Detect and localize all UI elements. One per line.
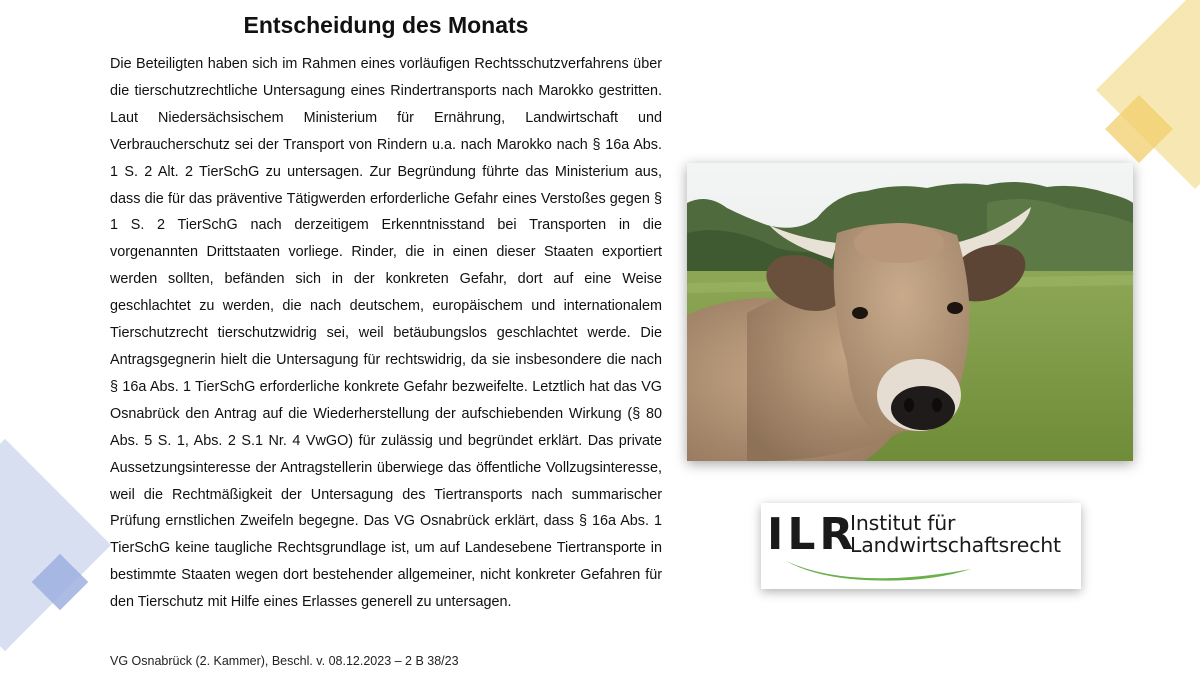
decor-diamond-blue-large <box>0 439 111 651</box>
slide-title: Entscheidung des Monats <box>243 12 529 38</box>
logo-swoosh <box>761 503 1081 589</box>
cow-photo <box>687 163 1133 461</box>
decor-diamond-yellow-large <box>1096 0 1200 189</box>
decision-summary-text: Die Beteiligten haben sich im Rahmen eines vorläufigen Rechtsschutzverfahrens über die tierschutzrechtliche Untersagung eines Rindertransports nach Marokko gestritten. Laut Niedersächsischem Ministerium für Ernährung, Landwirtschaft und Verbraucherschutz sei der Transport von Rindern u.a. nach Marokko nach § 16a Abs. 1 S. 2 Alt. 2 TierSchG zu untersagen. Zur Begründung führte das Ministerium aus, dass die für das präventive Tätigwerden erforderliche Gefahr eines Verstoßes gegen § 1 S. 2 TierSchG nach derzeitigem Erkenntnisstand bei Transporten in die vorgenannten Drittstaaten vorliege. Rinder, die in einen dieser Staaten exportiert werden sollten, befänden sich in der konkreten Gefahr, dort auf eine Weise geschlachtet zu werden, die nach deutschem, europäischem und internationalem Tierschutzrecht tierschutzwidrig sei, weil betäubungslos geschlachtet werde. Die Antragsgegnerin hielt die Untersagung für rechtswidrig, da sie insbesondere die nach § 16a Abs. 1 TierSchG erforderliche konkrete Gefahr bezweifelte. Letztlich hat das VG Osnabrück den Antrag auf die Wiederherstellung der aufschiebenden Wirkung (§ 80 Abs. 5 S. 1, Abs. 2 S.1 Nr. 4 VwGO) für zulässig und begründet erklärt. Das private Aussetzungsinteresse der Antragstellerin überwiege das öffentliche Vollzugsinteresse, weil die Rechtmäßigkeit der Untersagung des Tiertransports nach summarischer Prüfung ernstlichen Zweifeln begegne. Das VG Osnabrück erklärt, dass § 16a Abs. 1 TierSchG keine taugliche Rechtsgrundlage ist, um auf Landesebene Tiertransporte in bestimmte Staaten wegen dort bestehender allgemeiner, nicht konkreter Gefahren für den Tierschutz mit Hilfe eines Erlasses generell zu untersagen. <box>110 56 662 611</box>
logo-mark-ilr: ILR <box>767 509 858 560</box>
logo-text-landwirtschaftsrecht: Landwirtschaftsrecht <box>850 533 1061 557</box>
ilr-logo <box>761 503 1081 589</box>
logo-text-institut: Institut für <box>850 511 956 535</box>
court-citation: VG Osnabrück (2. Kammer), Beschl. v. 08.12.2023 – 2 B 38/23 <box>110 654 459 668</box>
